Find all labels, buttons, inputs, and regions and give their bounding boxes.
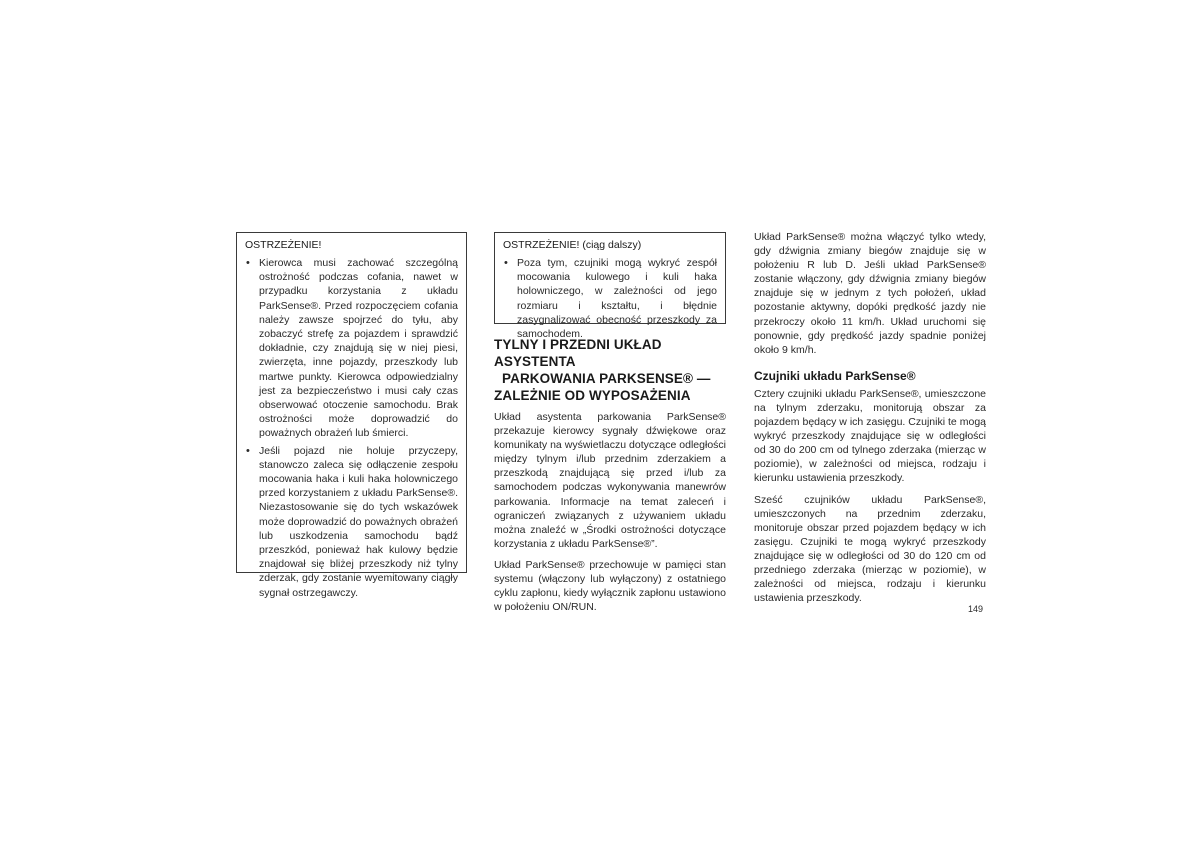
page-number: 149 bbox=[968, 604, 984, 614]
section-title-line: ZALEŻNIE OD WYPOSAŻENIA bbox=[494, 388, 691, 403]
right-column bbox=[754, 230, 986, 612]
paragraph: Układ ParkSense® przechowuje w pamięci stan systemu (włączony lub wyłączony) z ostatniego cyklu zapłonu, kiedy wyłącznik zapłonu ustawiono w położeniu ON/RUN. bbox=[494, 558, 726, 614]
warning-bullet: • Kierowca musi zachować szczególną ostrożność podczas cofania, nawet w przypadku korzystania z układu ParkSense®. Przed rozpoczęciem cofania należy zawsze spojrzeć do tyłu, aby zobaczyć strefę za pojazdem i sprawdzić dokładnie, czy znajdują się w niej piesi, zwierzęta, inne pojazdy, przeszkody lub martwe punkty. Kierowca odpowiedzialny jest za bezpieczeństwo i musi cały czas obserwować otoczenie samochodu. Brak ostrożności może doprowadzić do poważnych obrażeń lub śmierci. bbox=[245, 256, 458, 441]
warning-box bbox=[236, 232, 467, 599]
warning-title: OSTRZEŻENIE! bbox=[245, 239, 322, 251]
warning-bullet-list bbox=[503, 256, 717, 341]
warning-title: OSTRZEŻENIE! (ciąg dalszy) bbox=[503, 239, 642, 251]
middle-column bbox=[494, 232, 726, 621]
paragraph: Układ asystenta parkowania ParkSense® przekazuje kierowcy sygnały dźwiękowe oraz komunikaty na wyświetlaczu dotyczące odległości między tylnym i/lub przednim zderzakiem a przeszkodą znajdującą się przed i/lub za samochodem podczas wykonywania manewrów parkowania. Informacje na temat zaleceń i ograniczeń związanych z używaniem układu można znaleźć w „Środki ostrożności dotyczące korzystania z układu ParkSense®”. bbox=[494, 411, 726, 550]
section-title bbox=[494, 336, 726, 404]
warning-box-continued bbox=[494, 232, 726, 341]
paragraph: Cztery czujniki układu ParkSense®, umieszczone na tylnym zderzaku, monitorują obszar za pojazdem będący w ich zasięgu. Czujniki te mogą wykryć przeszkody znajdujące się w odległości od 30 do 200 cm od tylnego zderzaka (mierząc w poziomie), w zależności od miejsca, rodzaju i kierunku ustawienia przeszkody. bbox=[754, 387, 986, 485]
warning-bullet: • Poza tym, czujniki mogą wykryć zespół mocowania kulowego i kuli haka holowniczego, w zależności od jego rozmiaru i kształtu, i błędnie zasygnalizować obecność przeszkody za samochodem. bbox=[503, 256, 717, 341]
paragraph: Sześć czujników układu ParkSense®, umieszczonych na przednim zderzaku, monitoruje obszar przed pojazdem będący w ich zasięgu. Czujniki te mogą wykryć przeszkody znajdujące się w odległości od 30 do 120 cm od przedniego zderzaka (mierząc w poziomie), w zależności od miejsca, rodzaju i kierunku ustawienia przeszkody. bbox=[754, 493, 986, 605]
left-column bbox=[236, 232, 467, 599]
warning-bullet: • Jeśli pojazd nie holuje przyczepy, stanowczo zaleca się odłączenie zespołu mocowania haka i kuli haka holowniczego przed korzystaniem z układu ParkSense®. Niezastosowanie się do tych wskazówek może doprowadzić do poważnych obrażeń lub uszkodzenia samochodu bądź przeszkód, ponieważ hak kulowy będzie znajdował się bliżej przeszkody niż tylny zderzak, gdy zostanie wyemitowany ciągły sygnał ostrzegawczy. bbox=[245, 444, 458, 600]
paragraph: Układ ParkSense® można włączyć tylko wtedy, gdy dźwignia zmiany biegów znajduje się w położeniu R lub D. Jeśli układ ParkSense® zostanie włączony, gdy dźwignia zmiany biegów znajduje się w jednym z tych położeń, układ pozostanie aktywny, dopóki prędkość jazdy nie przekroczy około 11 km/h. Układ uruchomi się ponownie, gdy prędkość jazdy spadnie poniżej około 9 km/h. bbox=[754, 231, 986, 356]
section-title-line: TYLNY I PRZEDNI UKŁAD ASYSTENTA bbox=[494, 337, 662, 369]
warning-bullet-list bbox=[245, 256, 458, 600]
subsection-title: Czujniki układu ParkSense® bbox=[754, 368, 916, 383]
section-title-line: PARKOWANIA PARKSENSE® — bbox=[502, 371, 711, 386]
